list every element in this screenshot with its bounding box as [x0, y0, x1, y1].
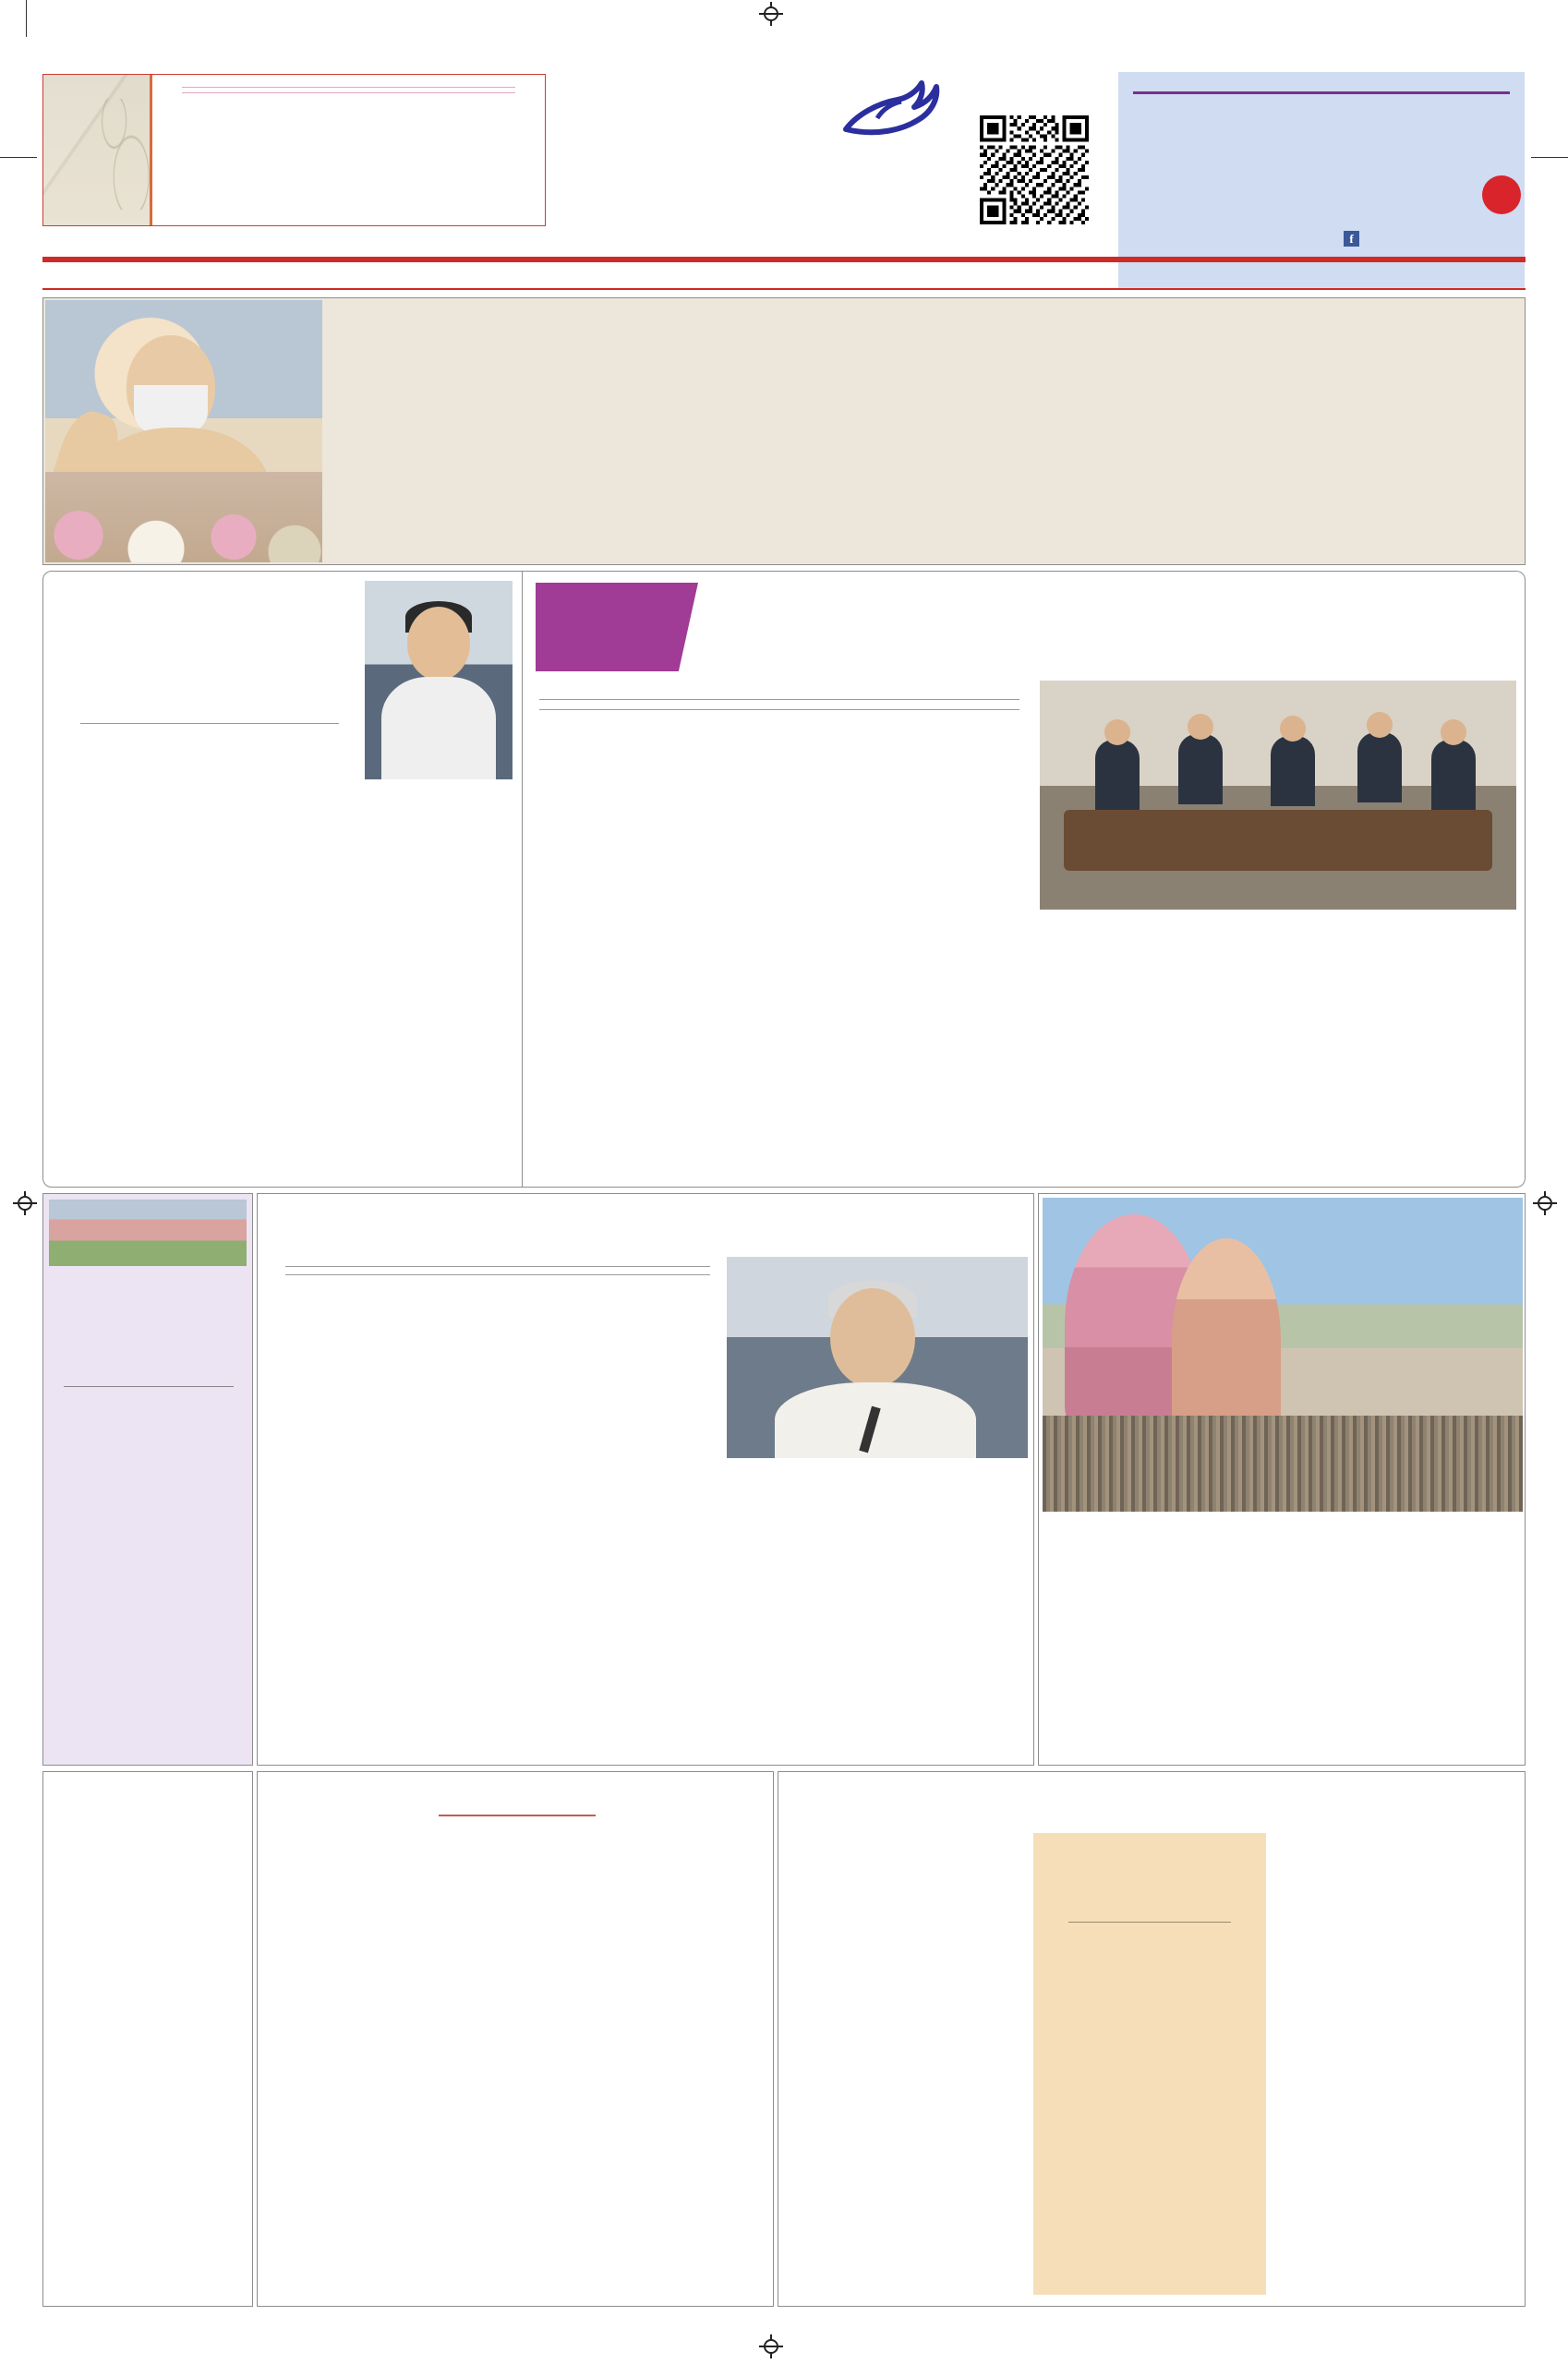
rain-body [51, 1815, 247, 2298]
energy-photo [365, 581, 513, 779]
ganesh-idol-2 [1172, 1238, 1281, 1441]
registration-mark-top [759, 2, 783, 26]
liquor-flag-badge [536, 583, 698, 671]
liquor-body-left [536, 814, 1032, 1179]
lead-story [42, 297, 1526, 565]
color-registration-bar [42, 2316, 1526, 2331]
lead-photo-flowers [45, 472, 322, 562]
bc-entrepreneurs-story [778, 1771, 1526, 2307]
liquor-photo-person-5 [1431, 740, 1476, 810]
ganesh-photo [1043, 1198, 1523, 1512]
qr-code[interactable] [980, 115, 1089, 224]
flood-deck-3 [285, 1275, 710, 1283]
crop-mark-right [1531, 157, 1568, 158]
energy-divider [80, 723, 339, 724]
promo-vertical-red-text [49, 82, 101, 221]
bulldozer-story [42, 1193, 253, 1766]
row-four [42, 1771, 1526, 2307]
energy-story [42, 571, 523, 1188]
bc-point-2 [1044, 1877, 1255, 1898]
flood-photo-face [830, 1288, 915, 1388]
liquor-deck-1 [539, 690, 1019, 699]
flood-package-story [257, 1193, 1034, 1766]
masthead-thin-red-rule [42, 288, 1526, 290]
liquor-photo-person-1 [1095, 740, 1140, 810]
ganesh-crowd [1043, 1416, 1523, 1512]
barrage-body [267, 1931, 766, 2300]
page-reference-badge[interactable] [1482, 175, 1521, 214]
bc-point-6 [1044, 1967, 1255, 1987]
bc-body-right [1277, 1833, 1519, 2276]
barrage-kicker-rule [439, 1815, 596, 1816]
lead-body [505, 352, 1521, 561]
bc-highlight-box [1033, 1833, 1266, 2295]
bc-point-3 [1044, 1898, 1255, 1918]
bulldozer-divider [64, 1386, 234, 1387]
liquor-photo-person-3 [1271, 736, 1315, 806]
energy-body [54, 801, 513, 1179]
flood-decks [285, 1259, 710, 1283]
chandrababu-photo [727, 1257, 1028, 1458]
bc-body-left [788, 1833, 1026, 2300]
promo-text-list [152, 75, 545, 225]
ganesh-immersion-story [1038, 1193, 1526, 1766]
flash-divider [1133, 91, 1510, 94]
liquor-photo-person-2 [1178, 734, 1223, 804]
liquor-photo-table [1064, 810, 1492, 871]
supreme-court-photo [49, 1200, 247, 1266]
flood-deck-1 [285, 1259, 710, 1266]
liquor-photo [1040, 681, 1516, 910]
promo-divider-1 [182, 87, 515, 88]
liquor-policy-story [523, 571, 1526, 1188]
flood-body-left [267, 1388, 718, 1757]
energy-photo-face [407, 607, 470, 681]
crop-mark-left [0, 157, 37, 158]
registration-mark-bottom [759, 2334, 783, 2358]
ganesh-body [1046, 1550, 1519, 1757]
registration-mark-right [1533, 1191, 1557, 1215]
bc-point-8 [1044, 2008, 1255, 2028]
energy-photo-shirt [381, 677, 496, 779]
promo-divider-2 [182, 92, 515, 93]
masthead-red-bar [42, 257, 1526, 262]
liquor-decks [539, 690, 1019, 719]
liquor-photo-person-4 [1357, 732, 1402, 802]
masthead [42, 74, 1526, 296]
bc-point-divider-1 [1068, 1922, 1231, 1923]
crop-mark-top-left [26, 0, 27, 37]
flood-body-right [727, 1465, 1028, 1757]
rain-forecast-story [42, 1771, 253, 2307]
bc-point-5 [1044, 1947, 1255, 1967]
lead-photo [45, 300, 322, 562]
bulldozer-body [51, 1482, 247, 1750]
liquor-deck-2 [539, 700, 1019, 709]
barrage-boats-story [257, 1771, 774, 2307]
registration-mark-left [13, 1191, 37, 1215]
facebook-link[interactable] [1344, 231, 1363, 247]
flood-deck-2 [285, 1267, 710, 1274]
bc-point-4 [1044, 1926, 1255, 1947]
promo-box [42, 74, 546, 226]
promo-vertical-blue-text [101, 80, 145, 223]
liquor-deck-3 [539, 710, 1019, 719]
row-three [42, 1193, 1526, 1766]
bc-point-1 [1044, 1857, 1255, 1877]
promo-thumbnail [43, 75, 152, 225]
bc-point-7 [1044, 1987, 1255, 2008]
facebook-icon: f [1344, 231, 1359, 247]
liquor-body-right [1042, 934, 1516, 1179]
